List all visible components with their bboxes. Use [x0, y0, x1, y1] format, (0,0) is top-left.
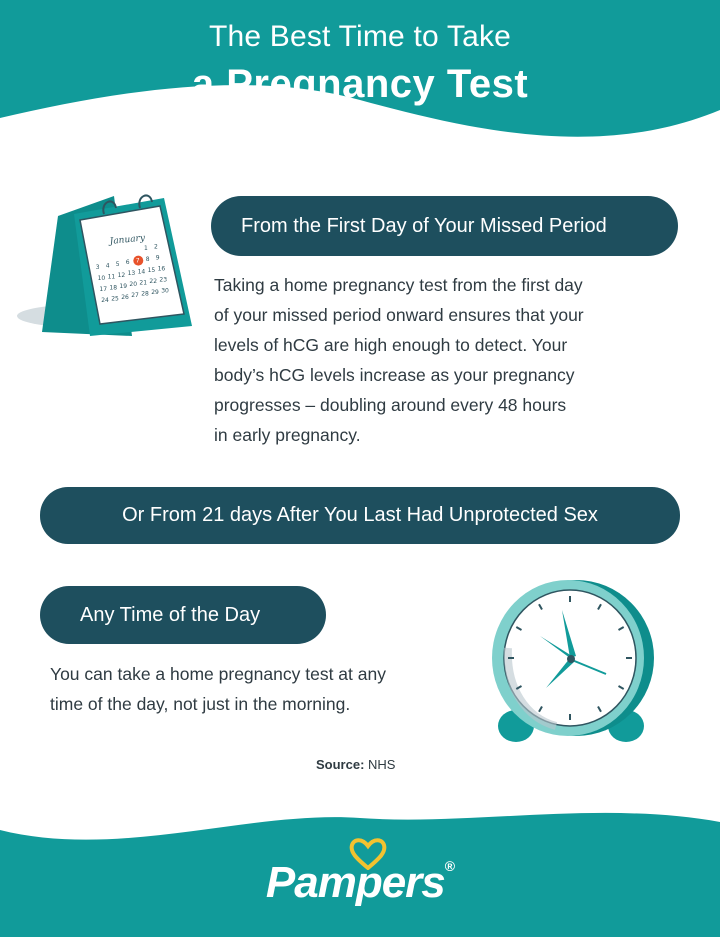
calendar-day: 11 [107, 273, 116, 281]
calendar-day: 27 [131, 292, 139, 300]
calendar-day: 28 [141, 290, 149, 298]
calendar-day: 30 [161, 287, 169, 295]
calendar-day: 12 [117, 271, 126, 279]
calendar-day: 2 [154, 243, 158, 251]
calendar-day: 29 [151, 289, 159, 296]
calendar-day: 18 [109, 284, 118, 292]
calendar-day: 24 [101, 297, 109, 304]
calendar-day: 14 [137, 268, 146, 276]
calendar-day: 19 [119, 282, 128, 290]
calendar-day: 22 [149, 278, 158, 285]
text-line: body’s hCG levels increase as your pregnancy [214, 365, 575, 385]
text-line: You can take a home pregnancy test at any [50, 664, 386, 684]
source-note [316, 757, 395, 772]
section-heading-missed-period: From the First Day of Your Missed Period [211, 196, 678, 256]
source-value: NHS [368, 757, 396, 772]
any-time-text [50, 659, 470, 719]
calendar-day: 7 [135, 257, 140, 265]
brand-registered-mark: ® [444, 858, 455, 874]
calendar-day: 25 [111, 295, 119, 303]
calendar-day: 1 [144, 245, 148, 252]
calendar-day: 10 [97, 275, 106, 282]
calendar-day: 3 [95, 264, 100, 271]
calendar-day: 9 [155, 254, 160, 262]
calendar-day: 6 [125, 259, 130, 267]
missed-period-text [214, 270, 684, 450]
text-line: levels of hCG are high enough to detect. Your [214, 335, 568, 355]
text-line: Taking a home pregnancy test from the first day [214, 275, 583, 295]
page-title-line2: a Pregnancy Test [191, 62, 529, 106]
pampers-logo [0, 858, 720, 908]
clock-icon [486, 578, 656, 748]
text-line: of your missed period onward ensures that your [214, 305, 584, 325]
text-line: in early pregnancy. [214, 425, 361, 445]
calendar-day: 23 [159, 276, 168, 284]
calendar-month: January [109, 233, 146, 247]
section-heading-any-time: Any Time of the Day [40, 586, 326, 644]
calendar-day: 21 [139, 279, 148, 287]
calendar-icon [14, 186, 214, 356]
section-heading-21-days: Or From 21 days After You Last Had Unprotected Sex [40, 487, 680, 544]
calendar-day: 13 [127, 270, 136, 278]
text-line: time of the day, not just in the morning. [50, 694, 351, 714]
source-label: Source: [316, 757, 365, 772]
text-line: progresses – doubling around every 48 hours [214, 395, 567, 415]
calendar-day: 8 [145, 256, 150, 263]
calendar-day: 16 [157, 265, 166, 273]
calendar-day: 17 [99, 286, 108, 293]
calendar-day: 4 [105, 262, 110, 270]
page-title-line1: The Best Time to Take [208, 20, 512, 53]
calendar-day: 20 [129, 281, 138, 289]
brand-name: Pampers [265, 858, 445, 907]
calendar-day: 15 [147, 267, 156, 274]
calendar-day: 26 [121, 293, 129, 301]
calendar-day: 5 [115, 260, 120, 268]
